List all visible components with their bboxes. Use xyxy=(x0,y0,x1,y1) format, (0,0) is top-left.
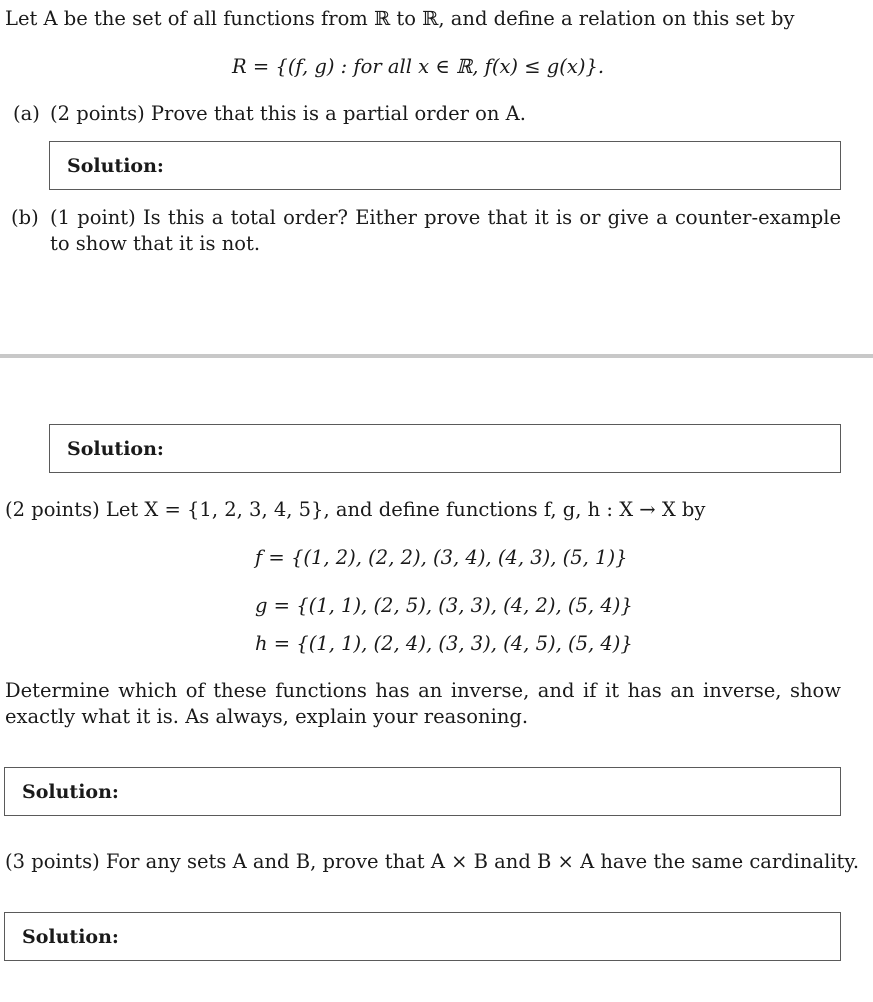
page-break-divider xyxy=(0,354,873,358)
part-a-label: (a) xyxy=(13,102,40,125)
relation-definition: R = {(f, g) : for all x ∈ ℝ, f(x) ≤ g(x)}. xyxy=(232,55,605,78)
problem2-question: Determine which of these functions has an inverse, and if it has an inverse, show exactly what it is. As always, explain your reasoning. xyxy=(5,679,841,728)
solution-box-problem2[interactable] xyxy=(4,767,841,816)
solution-label: Solution: xyxy=(67,438,164,460)
function-h-definition: h = {(1, 1), (2, 4), (3, 3), (4, 5), (5, 4)} xyxy=(255,632,633,655)
solution-box-part-b[interactable] xyxy=(49,424,841,473)
solution-label: Solution: xyxy=(22,781,119,803)
part-a-text: (2 points) Prove that this is a partial order on A. xyxy=(50,102,526,125)
solution-label: Solution: xyxy=(22,926,119,948)
solution-box-part-a[interactable] xyxy=(49,141,841,190)
part-b-text: (1 point) Is this a total order? Either prove that it is or give a counter-example to show that it is not. xyxy=(50,206,841,255)
problem2-intro: (2 points) Let X = {1, 2, 3, 4, 5}, and define functions f, g, h : X → X by xyxy=(5,498,706,521)
solution-box-problem3[interactable] xyxy=(4,912,841,961)
part-b-label: (b) xyxy=(11,206,39,229)
function-f-definition: f = {(1, 2), (2, 2), (3, 4), (4, 3), (5, 1)} xyxy=(255,546,628,569)
function-g-definition: g = {(1, 1), (2, 5), (3, 3), (4, 2), (5, 4)} xyxy=(255,594,633,617)
problem1-intro: Let A be the set of all functions from ℝ to ℝ, and define a relation on this set by xyxy=(5,7,795,30)
problem3-text: (3 points) For any sets A and B, prove that A × B and B × A have the same cardinality. xyxy=(5,850,860,873)
solution-label: Solution: xyxy=(67,155,164,177)
